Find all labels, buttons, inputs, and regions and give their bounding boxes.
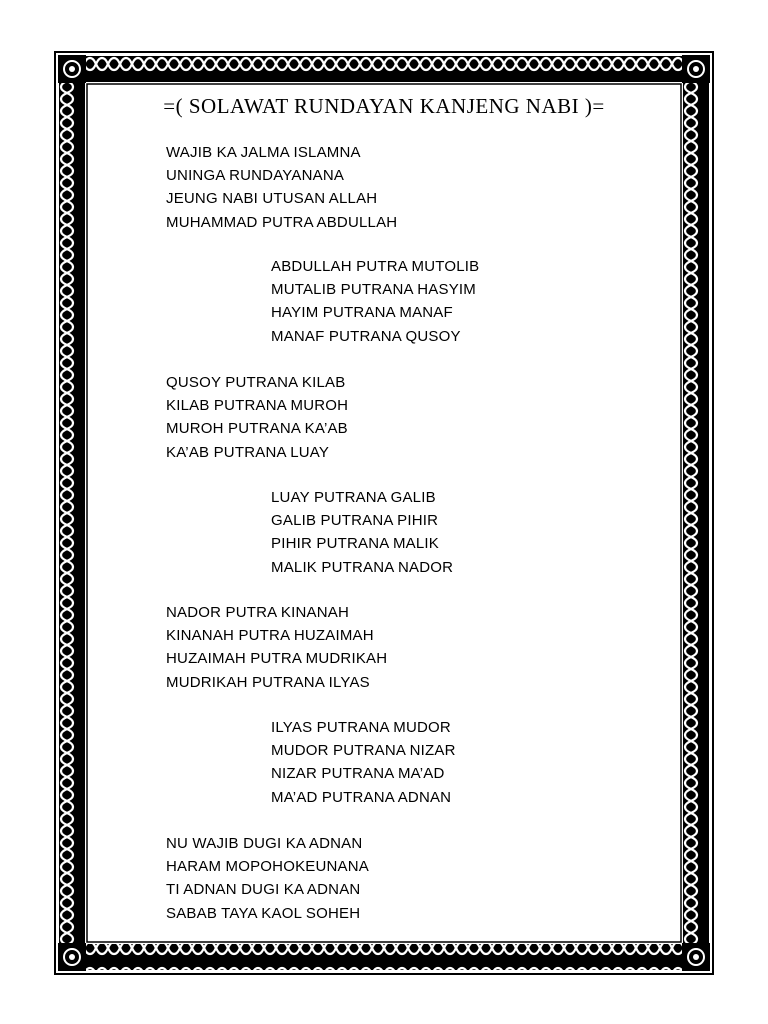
- verse-line: KINANAH PUTRA HUZAIMAH: [166, 627, 374, 645]
- verse-line: HARAM MOPOHOKEUNANA: [166, 858, 369, 876]
- verse-line: QUSOY PUTRANA KILAB: [166, 374, 346, 391]
- verse-line: ABDULLAH PUTRA MUTOLIB: [271, 258, 480, 275]
- verse-line: SABAB TAYA KAOL SOHEH: [166, 904, 361, 922]
- verse-line: KA’AB PUTRANA LUAY: [166, 443, 330, 461]
- verse-line: NADOR PUTRA KINANAH: [166, 604, 349, 621]
- stanza-3: [166, 371, 348, 464]
- verse-line: MUTALIB PUTRANA HASYIM: [271, 281, 476, 299]
- verse-line: LUAY PUTRANA GALIB: [271, 489, 436, 506]
- stanza-7: [166, 832, 369, 925]
- verse-line: TI ADNAN DUGI KA ADNAN: [166, 881, 361, 899]
- verse-line: MALIK PUTRANA NADOR: [271, 558, 454, 576]
- verse-line: MA’AD PUTRANA ADNAN: [271, 788, 452, 806]
- verse-line: MUDOR PUTRANA NIZAR: [271, 742, 456, 760]
- page-title: =( SOLAWAT RUNDAYAN KANJENG NABI )=: [163, 94, 605, 118]
- verse-line: HUZAIMAH PUTRA MUDRIKAH: [166, 650, 388, 668]
- verse-line: GALIB PUTRANA PIHIR: [271, 512, 439, 530]
- stanza-1: [166, 141, 397, 234]
- verse-line: NIZAR PUTRANA MA’AD: [271, 765, 445, 783]
- verse-line: MUDRIKAH PUTRANA ILYAS: [166, 673, 370, 691]
- stanza-5: [166, 601, 387, 694]
- stanza-4: [271, 486, 453, 579]
- verse-line: UNINGA RUNDAYANANA: [166, 167, 345, 185]
- verse-line: PIHIR PUTRANA MALIK: [271, 535, 440, 553]
- verse-line: ILYAS PUTRANA MUDOR: [271, 719, 451, 736]
- verse-line: MUHAMMAD PUTRA ABDULLAH: [166, 213, 398, 231]
- stanza-6: [271, 716, 456, 809]
- verse-line: MUROH PUTRANA KA’AB: [166, 420, 348, 438]
- verse-line: NU WAJIB DUGI KA ADNAN: [166, 835, 363, 852]
- stanza-2: [271, 255, 479, 348]
- verse-line: MANAF PUTRANA QUSOY: [271, 327, 461, 345]
- verse-line: WAJIB KA JALMA ISLAMNA: [166, 144, 361, 161]
- verse-line: JEUNG NABI UTUSAN ALLAH: [166, 190, 378, 208]
- verse-line: KILAB PUTRANA MUROH: [166, 397, 349, 415]
- verse-line: HAYIM PUTRANA MANAF: [271, 304, 453, 322]
